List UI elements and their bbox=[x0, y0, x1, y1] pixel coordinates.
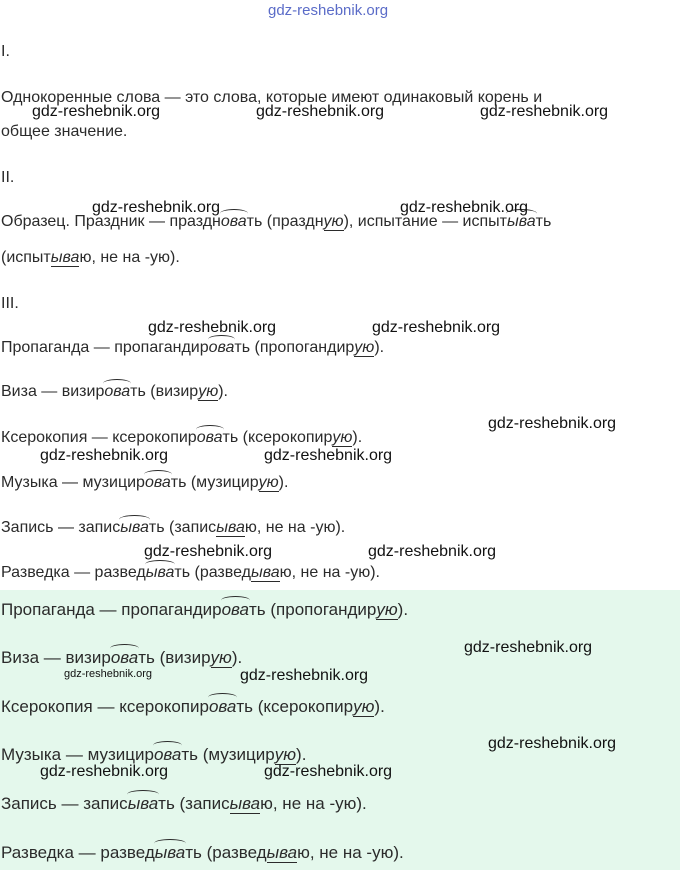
watermark-link[interactable]: gdz-reshebnik.org bbox=[372, 319, 501, 336]
watermark-small-link[interactable]: gdz-reshebnik.org bbox=[64, 668, 153, 680]
watermark-link[interactable]: gdz-reshebnik.org bbox=[264, 763, 393, 780]
sample-line-1: Образец. Праздник — праздновать (праздную), испытание — испытывать bbox=[1, 213, 552, 230]
word-line-kserokopiya: Ксерокопия — ксерокопировать (ксерокопирую). bbox=[1, 429, 363, 446]
highlight-line-zapis: Запись — записывать (записываю, не на -ую). bbox=[1, 794, 367, 813]
word-line-razvedka: Разведка — разведывать (разведываю, не на -ую). bbox=[1, 564, 380, 581]
answer-highlight-block bbox=[0, 590, 680, 870]
watermark-link[interactable]: gdz-reshebnik.org bbox=[256, 103, 385, 120]
highlight-line-kserokopiya: Ксерокопия — ксерокопировать (ксерокопирую). bbox=[1, 697, 385, 716]
sample-line-2: (испытываю, не на -ую). bbox=[1, 249, 180, 266]
watermark-top[interactable]: gdz-reshebnik.org bbox=[268, 2, 389, 19]
watermark-link[interactable]: gdz-reshebnik.org bbox=[40, 763, 169, 780]
watermark-link[interactable]: gdz-reshebnik.org bbox=[488, 735, 617, 752]
section-2-number: II. bbox=[1, 169, 15, 186]
definition-line-1: Однокоренные слова — это слова, которые имеют одинаковый корень и bbox=[1, 89, 543, 106]
watermark-link[interactable]: gdz-reshebnik.org bbox=[480, 103, 609, 120]
watermark-link[interactable]: gdz-reshebnik.org bbox=[32, 103, 161, 120]
watermark-link[interactable]: gdz-reshebnik.org bbox=[92, 199, 221, 216]
watermark-link[interactable]: gdz-reshebnik.org bbox=[464, 639, 593, 656]
watermark-link[interactable]: gdz-reshebnik.org bbox=[144, 543, 273, 560]
watermark-link[interactable]: gdz-reshebnik.org bbox=[240, 667, 369, 684]
highlight-line-muzyka: Музыка — музицировать (музицирую). bbox=[1, 745, 307, 764]
highlight-line-viza: Виза — визировать (визирую). bbox=[1, 648, 243, 667]
definition-line-2: общее значение. bbox=[1, 123, 128, 140]
watermark-link[interactable]: gdz-reshebnik.org bbox=[488, 415, 617, 432]
section-1-number: I. bbox=[1, 43, 10, 60]
watermark-link[interactable]: gdz-reshebnik.org bbox=[40, 447, 169, 464]
word-line-muzyka: Музыка — музицировать (музицирую). bbox=[1, 474, 289, 491]
word-line-viza: Виза — визировать (визирую). bbox=[1, 383, 228, 400]
watermark-link[interactable]: gdz-reshebnik.org bbox=[368, 543, 497, 560]
word-line-zapis: Запись — записывать (записываю, не на -ую). bbox=[1, 519, 346, 536]
highlight-line-propaganda: Пропаганда — пропагандировать (пропогандирую). bbox=[1, 600, 409, 619]
highlight-line-razvedka: Разведка — разведывать (разведываю, не на -ую). bbox=[1, 843, 404, 862]
section-3-number: III. bbox=[1, 295, 19, 312]
watermark-link[interactable]: gdz-reshebnik.org bbox=[148, 319, 277, 336]
word-line-propaganda: Пропаганда — пропагандировать (пропогандирую). bbox=[1, 339, 385, 356]
watermark-link[interactable]: gdz-reshebnik.org bbox=[264, 447, 393, 464]
watermark-link[interactable]: gdz-reshebnik.org bbox=[400, 199, 529, 216]
